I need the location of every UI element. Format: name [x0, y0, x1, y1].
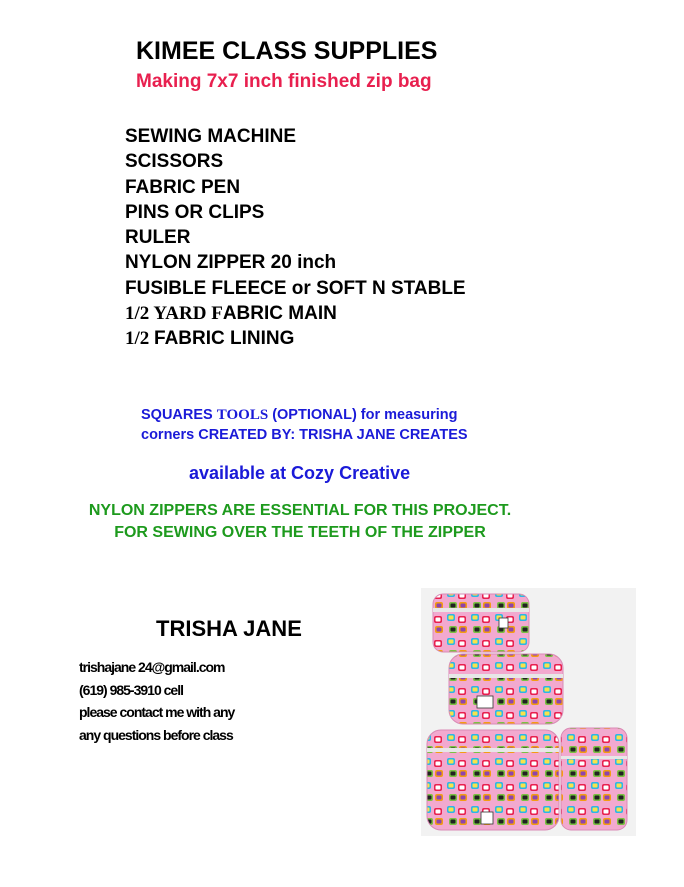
contact-phone: (619) 985-3910 cell	[79, 681, 183, 698]
tools-note: SQUARES TOOLS (OPTIONAL) for measuring corners CREATED BY: TRISHA JANE CREATES	[141, 407, 468, 443]
zip-bags-photo	[421, 588, 636, 836]
bottom-bag	[427, 730, 559, 830]
contact-name: TRISHA JANE	[156, 616, 302, 641]
supply-item: FABRIC PEN	[125, 176, 241, 198]
contact-details	[79, 656, 234, 746]
supply-item: RULER	[125, 227, 191, 249]
small-bag	[561, 728, 627, 830]
page-title: KIMEE CLASS SUPPLIES	[136, 37, 438, 65]
top-bag	[433, 594, 529, 652]
zipper-note-line-1: NYLON ZIPPERS ARE ESSENTIAL FOR THIS PROJECT.	[88, 502, 512, 519]
zipper-note-line-2: FOR SEWING OVER THE TEETH OF THE ZIPPER	[114, 524, 486, 541]
supply-item: SEWING MACHINE	[125, 126, 296, 147]
supply-item: SCISSORS	[125, 151, 224, 173]
middle-bag	[449, 654, 563, 724]
contact-line: please contact me with any	[79, 704, 235, 720]
supply-list	[125, 124, 466, 352]
supply-item: 1/2 YARD FABRIC MAIN	[125, 303, 337, 325]
supply-item: PINS OR CLIPS	[125, 201, 265, 223]
availability-note: available at Cozy Creative	[189, 463, 411, 483]
contact-line: any questions before class	[79, 726, 233, 743]
contact-email: trishajane 24@gmail.com	[79, 659, 225, 675]
supply-item: 1/2 FABRIC LINING	[125, 328, 295, 350]
supply-item: FUSIBLE FLEECE or SOFT N STABLE	[125, 277, 466, 299]
page-subtitle: Making 7x7 inch finished zip bag	[136, 71, 432, 92]
supply-item: NYLON ZIPPER 20 inch	[125, 252, 337, 274]
